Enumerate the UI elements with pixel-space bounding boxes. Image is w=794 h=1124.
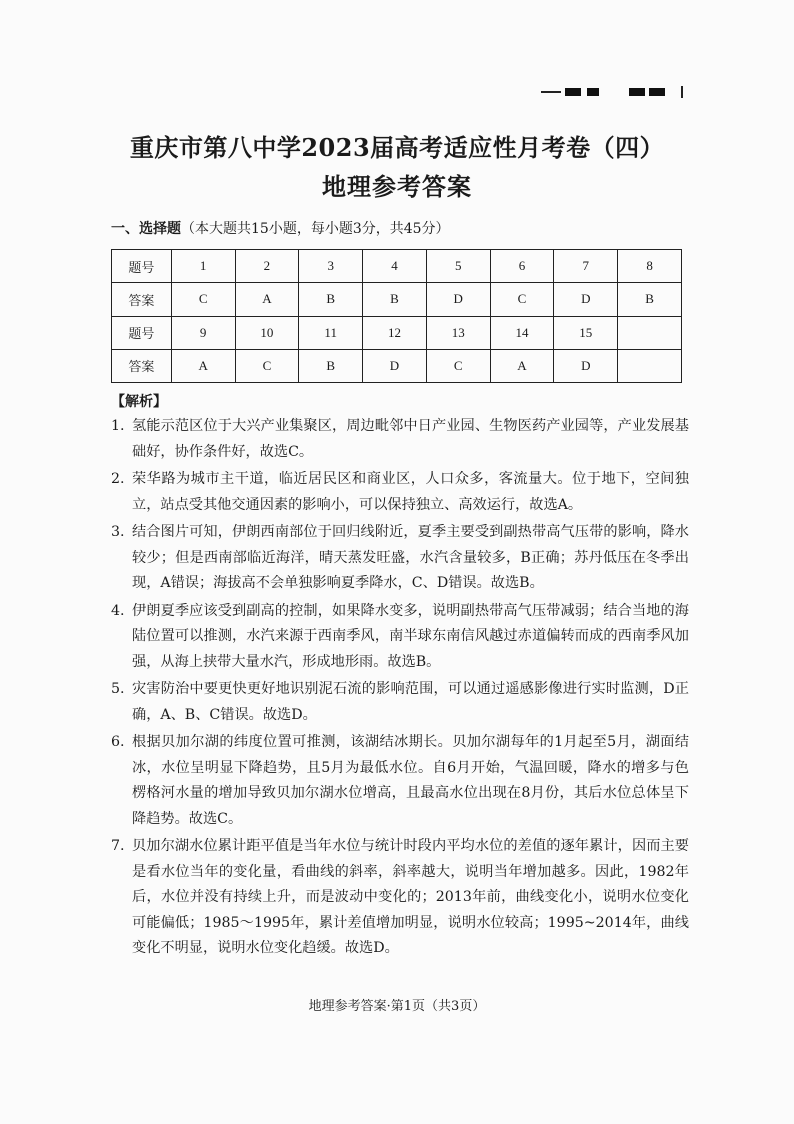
table-cell: 14	[490, 316, 554, 349]
table-cell: D	[426, 283, 490, 316]
analysis-item	[111, 730, 689, 832]
item-number: 2.	[111, 471, 125, 487]
table-cell: 11	[299, 316, 363, 349]
analysis-item	[111, 414, 689, 465]
answer-table	[111, 249, 682, 383]
item-text: 伊朗夏季应该受到副高的控制，如果降水变多，说明副热带高气压带减弱；结合当地的海陆位置可以推测，水汽来源于西南季风，南半球东南信风越过赤道偏转而成的西南季风加强，从海上挟带大量水汽，形成地形雨。故选B。	[132, 602, 689, 670]
table-cell: D	[554, 349, 618, 382]
item-text: 灾害防治中要更快更好地识别泥石流的影响范围，可以通过遥感影像进行实时监测，D正确，A、B、C错误。故选D。	[132, 681, 689, 723]
section-heading	[111, 218, 450, 238]
table-cell	[618, 349, 682, 382]
table-cell: 15	[554, 316, 618, 349]
page-footer: 地理参考答案·第1页（共3页）	[308, 999, 486, 1014]
table-cell: 4	[363, 250, 427, 283]
table-cell: 13	[426, 316, 490, 349]
section-note: （本大题共15小题，每小题3分，共45分）	[181, 221, 450, 237]
table-cell: 8	[618, 250, 682, 283]
table-cell: 1	[171, 250, 235, 283]
table-cell	[618, 316, 682, 349]
item-number: 3.	[111, 524, 125, 540]
exam-title: 重庆市第八中学2023届高考适应性月考卷（四）	[129, 133, 665, 162]
table-cell: 5	[426, 250, 490, 283]
analysis-list	[111, 414, 689, 964]
table-cell: 12	[363, 316, 427, 349]
table-cell: 10	[235, 316, 299, 349]
table-cell: A	[171, 349, 235, 382]
table-cell: C	[235, 349, 299, 382]
table-cell: D	[554, 283, 618, 316]
table-cell: B	[299, 283, 363, 316]
table-cell: 6	[490, 250, 554, 283]
table-cell: B	[363, 283, 427, 316]
analysis-item	[111, 520, 689, 597]
table-cell: 2	[235, 250, 299, 283]
analysis-heading: 【解析】	[111, 394, 167, 410]
analysis-item	[111, 599, 689, 676]
item-number: 5.	[111, 681, 125, 697]
row-label: 题号	[112, 250, 172, 283]
table-cell: B	[618, 283, 682, 316]
table-cell: A	[490, 349, 554, 382]
table-cell: 3	[299, 250, 363, 283]
answer-table-row	[112, 316, 682, 349]
table-cell: 9	[171, 316, 235, 349]
table-cell: 7	[554, 250, 618, 283]
table-cell: D	[363, 349, 427, 382]
answer-table-row	[112, 349, 682, 382]
analysis-item	[111, 834, 689, 962]
item-text: 贝加尔湖水位累计距平值是当年水位与统计时段内平均水位的差值的逐年累计，因而主要是看水位当年的变化量，看曲线的斜率，斜率越大，说明当年增加越多。因此，1982年后，水位并没有持续上升，而是波动中变化的；2013年前，曲线变化小，说明水位变化可能偏低；1985～1995年，累计差值增加明显，说明水位较高；1995~2014年，曲线变化不明显，说明水位变化趋缓。故选D。	[132, 838, 689, 956]
table-cell: B	[299, 349, 363, 382]
analysis-item	[111, 677, 689, 728]
item-number: 4.	[111, 602, 125, 619]
analysis-item	[111, 467, 689, 518]
top-corner-mark	[541, 86, 685, 100]
answer-table-row	[112, 250, 682, 283]
row-label: 题号	[112, 316, 172, 349]
item-text: 氢能示范区位于大兴产业集聚区，周边毗邻中日产业园、生物医药产业园等，产业发展基础好，协作条件好，故选C。	[132, 418, 689, 460]
section-label: 一、选择题	[111, 221, 181, 237]
answer-table-row	[112, 283, 682, 316]
table-cell: C	[426, 349, 490, 382]
row-label: 答案	[112, 283, 172, 316]
item-number: 6.	[111, 734, 125, 750]
item-text: 荣华路为城市主干道，临近居民区和商业区，人口众多，客流量大。位于地下，空间独立，站点受其他交通因素的影响小，可以保持独立、高效运行，故选A。	[132, 471, 689, 513]
row-label: 答案	[112, 349, 172, 382]
answer-subtitle: 地理参考答案	[322, 172, 472, 201]
table-cell: A	[235, 283, 299, 316]
item-number: 1.	[111, 418, 125, 434]
item-text: 结合图片可知，伊朗西南部位于回归线附近，夏季主要受到副热带高气压带的影响，降水较少；但是西南部临近海洋，晴天蒸发旺盛，水汽含量较多，B正确；苏丹低压在冬季出现，A错误；海拔高不会单独影响夏季降水，C、D错误。故选B。	[132, 524, 689, 591]
table-cell: C	[490, 283, 554, 316]
item-text: 根据贝加尔湖的纬度位置可推测，该湖结冰期长。贝加尔湖每年的1月起至5月，湖面结冰，水位呈明显下降趋势，且5月为最低水位。自6月开始，气温回暖，降水的增多与色楞格河水量的增加导致贝加尔湖水位增高，且最高水位出现在8月份，其后水位总体呈下降趋势。故选C。	[132, 734, 689, 827]
table-cell: C	[171, 283, 235, 316]
item-number: 7.	[111, 838, 125, 854]
